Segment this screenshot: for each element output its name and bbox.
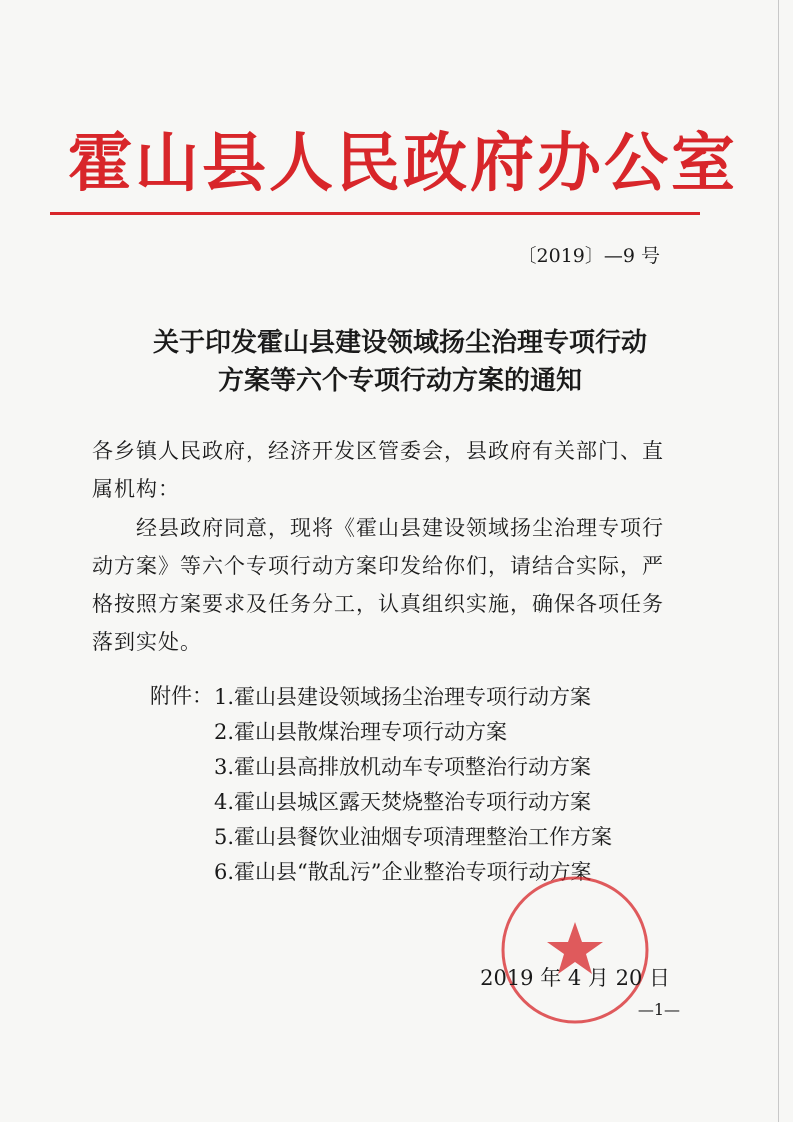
page-number: —1— bbox=[637, 1000, 680, 1019]
document-number: 〔2019〕—9 号 bbox=[517, 245, 660, 267]
scan-edge-line bbox=[778, 0, 779, 1122]
attachment-item: 4.霍山县城区露天焚烧整治专项行动方案 bbox=[214, 790, 592, 814]
attachment-item: 3.霍山县高排放机动车专项整治行动方案 bbox=[214, 755, 592, 779]
attachment-item: 2.霍山县散煤治理专项行动方案 bbox=[214, 720, 508, 744]
recipients-paragraph: 各乡镇人民政府，经济开发区管委会，县政府有关部门、直属机构： bbox=[92, 439, 664, 501]
attachments-label: 附件： bbox=[150, 684, 213, 708]
attachments-list bbox=[214, 680, 612, 890]
attachment-item: 1.霍山县建设领域扬尘治理专项行动方案 bbox=[214, 685, 592, 709]
document-title-line-2: 方案等六个专项行动方案的通知 bbox=[217, 366, 582, 396]
red-divider bbox=[50, 212, 700, 215]
document-title-line-1: 关于印发霍山县建设领域扬尘治理专项行动 bbox=[152, 328, 647, 358]
issuer-header: 霍山县人民政府办公室 bbox=[68, 126, 738, 201]
attachment-item: 6.霍山县“散乱污”企业整治专项行动方案 bbox=[214, 860, 592, 884]
attachment-item: 5.霍山县餐饮业油烟专项清理整治工作方案 bbox=[214, 825, 613, 849]
issue-date: 2019 年 4 月 20 日 bbox=[480, 966, 670, 990]
body-paragraph: 经县政府同意，现将《霍山县建设领域扬尘治理专项行动方案》等六个专项行动方案印发给你们，请结合实际，严格按照方案要求及任务分工，认真组织实施，确保各项任务落到实处。 bbox=[92, 516, 664, 654]
